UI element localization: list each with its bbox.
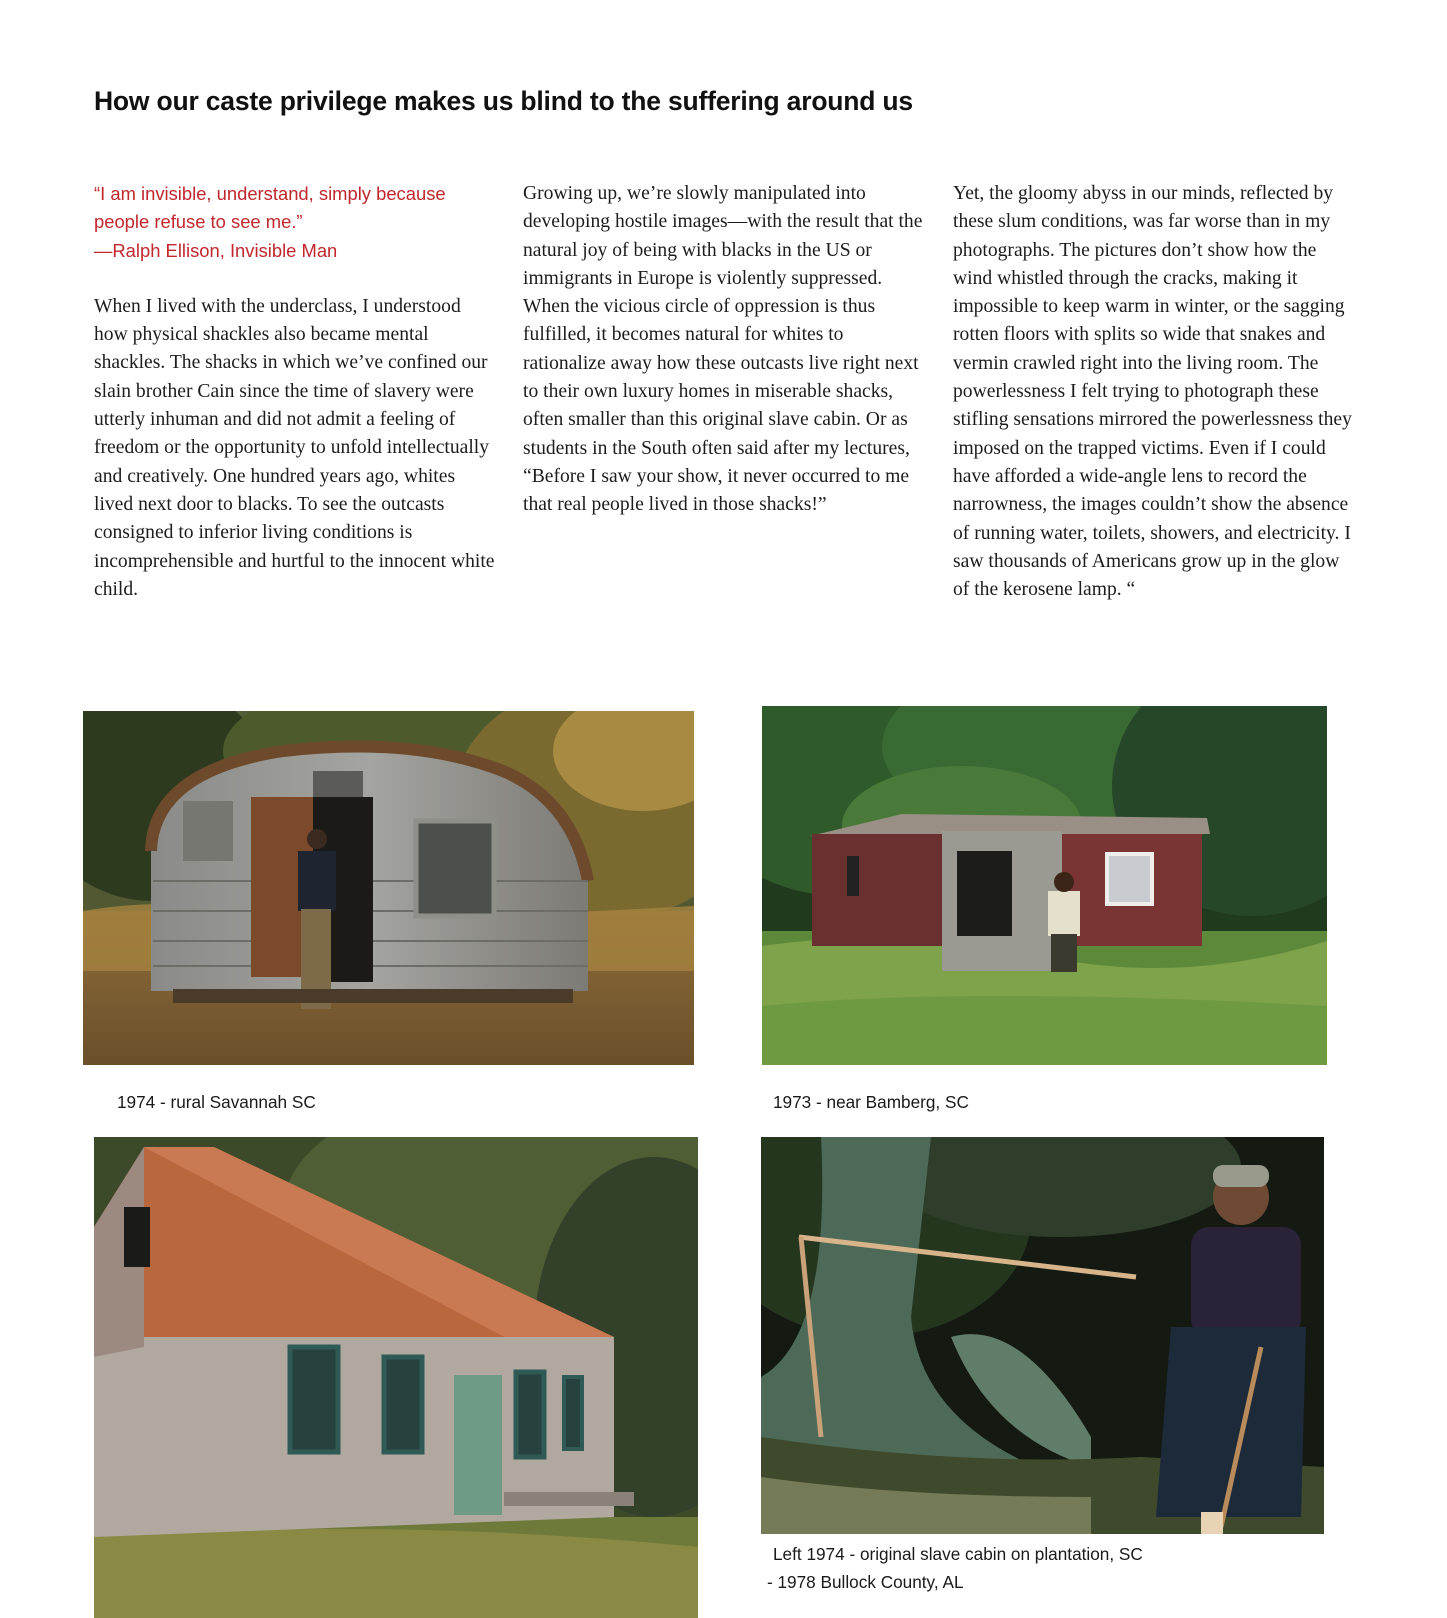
text-column-3: [953, 180, 1358, 604]
quote-line-2: people refuse to see me.”: [94, 211, 303, 233]
photo-savannah-shack: [83, 711, 694, 1065]
body-paragraph-3: Yet, the gloomy abyss in our minds, reflected by these slum conditions, was far worse than in my photographs. The pictures don’t show how the wind whistled through the cracks, making it impossible to keep warm in winter, or the sagging rotten floors with splits so wide that snakes and vermin crawled right into the living room. The powerlessness I felt trying to photograph these stifling sensations mirrored the powerlessness they imposed on the trapped victims. Even if I could have afforded a wide-angle lens to record the narrowness, the images couldn’t show the absence of running water, toilets, showers, and electricity. I saw thousands of Americans grow up in the glow of the kerosene lamp. “: [953, 183, 1352, 601]
photo-woman-with-cane: [761, 1137, 1324, 1534]
caption-savannah: 1974 - rural Savannah SC: [117, 1092, 316, 1112]
quote-line-1: “I am invisible, understand, simply because: [94, 183, 446, 204]
text-column-2: [523, 180, 928, 520]
epigraph-quote: [94, 180, 499, 265]
caption-bullock-line: - 1978 Bullock County, AL: [767, 1572, 964, 1592]
article-title: How our caste privilege makes us blind to the suffering around us: [94, 86, 913, 116]
caption-bamberg: 1973 - near Bamberg, SC: [773, 1092, 969, 1112]
body-paragraph-2: Growing up, we’re slowly manipulated into developing hostile images—with the result that the natural joy of being with blacks in the US or immigrants in Europe is violently suppressed. When the vicious circle of oppression is thus fulfilled, it becomes natural for whites to rationalize away how these outcasts live right next to their own luxury homes in miserable shacks, often smaller than this original slave cabin. Or as students in the South often said after my lectures, “Before I saw your show, it never occurred to me that real people lived in those shacks!”: [523, 183, 923, 516]
photo-bamberg-shack: [762, 706, 1327, 1065]
caption-plantation-line: Left 1974 - original slave cabin on plantation, SC: [773, 1544, 1143, 1564]
body-paragraph-1: When I lived with the underclass, I understood how physical shackles also became mental shackles. The shacks in which we’ve confined our slain brother Cain since the time of slavery were utterly inhuman and did not admit a feeling of freedom or the opportunity to unfold intellectually and creatively. One hundred years ago, whites lived next door to blacks. To see the outcasts consigned to inferior living conditions is incomprehensible and hurtful to the innocent white child.: [94, 295, 495, 600]
quote-attribution: —Ralph Ellison, Invisible Man: [94, 239, 338, 261]
photo-brick-slave-cabin: [94, 1137, 698, 1618]
text-column-1: [94, 180, 499, 604]
